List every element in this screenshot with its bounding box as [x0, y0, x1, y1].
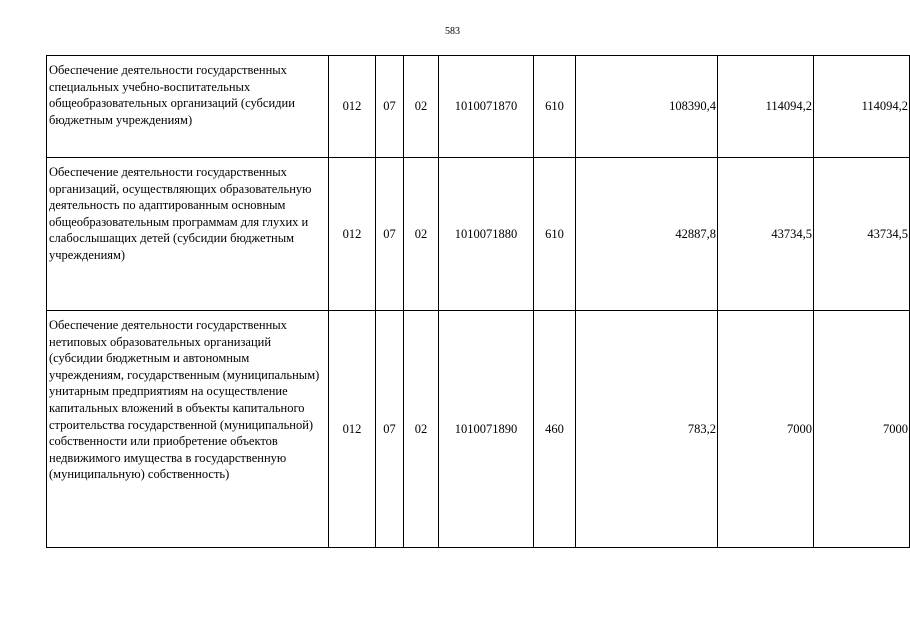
sum-2-cell: 43734,5: [718, 158, 814, 311]
target-article-cell: 1010071870: [439, 56, 534, 158]
sum-1-cell: 783,2: [576, 311, 718, 548]
table-row: [47, 56, 910, 158]
budget-table: [46, 55, 910, 548]
sum-3-cell: 7000: [814, 311, 910, 548]
sum-1-cell: 108390,4: [576, 56, 718, 158]
subsection-code-cell: 02: [404, 56, 439, 158]
sum-1-cell: 42887,8: [576, 158, 718, 311]
expense-name-cell: Обеспечение деятельности государственных нетиповых образовательных организаций (субсидии бюджетным и автономным учреждениям, государственным (муниципальным) унитарным предприятиям на осуществление капитальных вложений в объекты капитального строительства государственной (муниципальной) собственности или приобретение объектов недвижимого имущества в государственную (муниципальную) собственность): [47, 311, 329, 548]
target-article-cell: 1010071890: [439, 311, 534, 548]
ministry-code-cell: 012: [329, 311, 376, 548]
expense-type-cell: 610: [534, 56, 576, 158]
table-row: [47, 158, 910, 311]
page-number: 583: [445, 26, 460, 37]
target-article-cell: 1010071880: [439, 158, 534, 311]
sum-2-cell: 114094,2: [718, 56, 814, 158]
expense-name-cell: Обеспечение деятельности государственных специальных учебно-воспитательных общеобразовательных организаций (субсидии бюджетным учреждениям): [47, 56, 329, 158]
section-code-cell: 07: [376, 56, 404, 158]
ministry-code-cell: 012: [329, 56, 376, 158]
subsection-code-cell: 02: [404, 311, 439, 548]
expense-type-cell: 610: [534, 158, 576, 311]
subsection-code-cell: 02: [404, 158, 439, 311]
sum-2-cell: 7000: [718, 311, 814, 548]
table-row: [47, 311, 910, 548]
section-code-cell: 07: [376, 311, 404, 548]
sum-3-cell: 43734,5: [814, 158, 910, 311]
sum-3-cell: 114094,2: [814, 56, 910, 158]
ministry-code-cell: 012: [329, 158, 376, 311]
expense-type-cell: 460: [534, 311, 576, 548]
expense-name-cell: Обеспечение деятельности государственных организаций, осуществляющих образовательную деятельность по адаптированным основным общеобразовательным программам для глухих и слабослышащих детей (субсидии бюджетным учреждениям): [47, 158, 329, 311]
section-code-cell: 07: [376, 158, 404, 311]
